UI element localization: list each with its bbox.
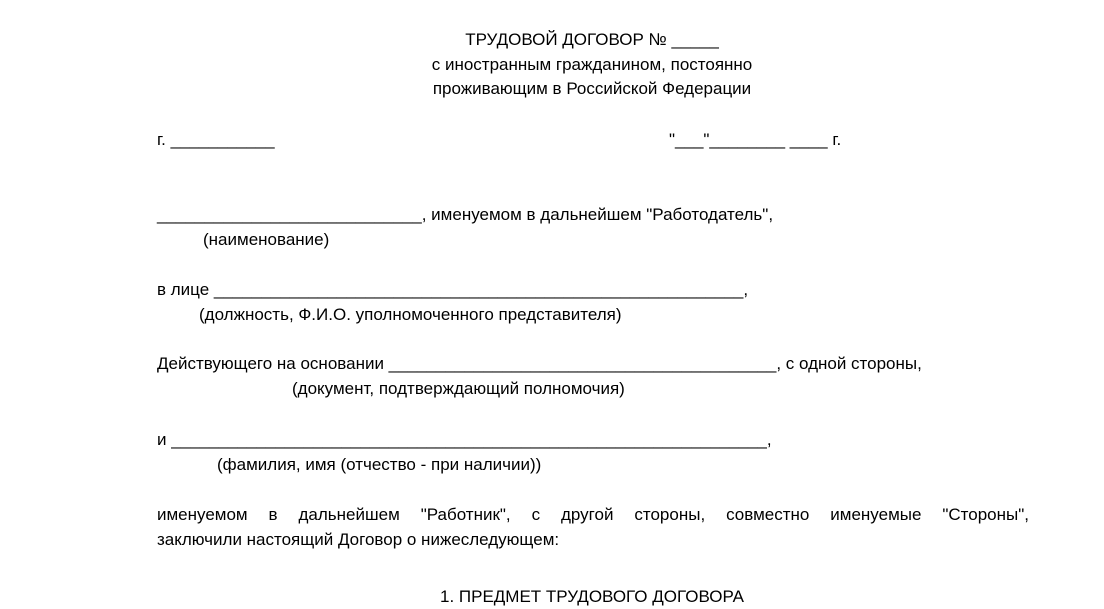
employee-line: и _______________________________________________________________, <box>157 430 772 449</box>
contract-subtitle-line2: проживающим в Российской Федерации <box>432 79 752 98</box>
representative-line: в лице ________________________________________________________, <box>157 280 749 299</box>
authority-line: Действующего на основании _________________________________________, с одной стороны, <box>157 354 922 373</box>
section-heading: 1. ПРЕДМЕТ ТРУДОВОГО ДОГОВОРА <box>440 587 744 606</box>
contract-subtitle-line1: с иностранным гражданином, постоянно <box>431 55 753 74</box>
employer-hint: (наименование) <box>203 230 330 249</box>
city-field: г. ___________ <box>157 130 275 149</box>
contract-title: ТРУДОВОЙ ДОГОВОР № _____ <box>465 30 719 49</box>
date-field: "___"________ ____ г. <box>669 130 842 149</box>
representative-hint: (должность, Ф.И.О. уполномоченного представителя) <box>199 305 622 324</box>
parties-paragraph-line1: именуемом в дальнейшем "Работник", с другой стороны, совместно именуемые "Стороны", <box>157 505 1029 524</box>
employee-hint: (фамилия, имя (отчество - при наличии)) <box>217 455 542 474</box>
parties-paragraph-line2: заключили настоящий Договор о нижеследующем: <box>157 530 560 549</box>
employer-line: ____________________________, именуемом в дальнейшем "Работодатель", <box>157 205 774 224</box>
authority-hint: (документ, подтверждающий полномочия) <box>292 379 625 398</box>
